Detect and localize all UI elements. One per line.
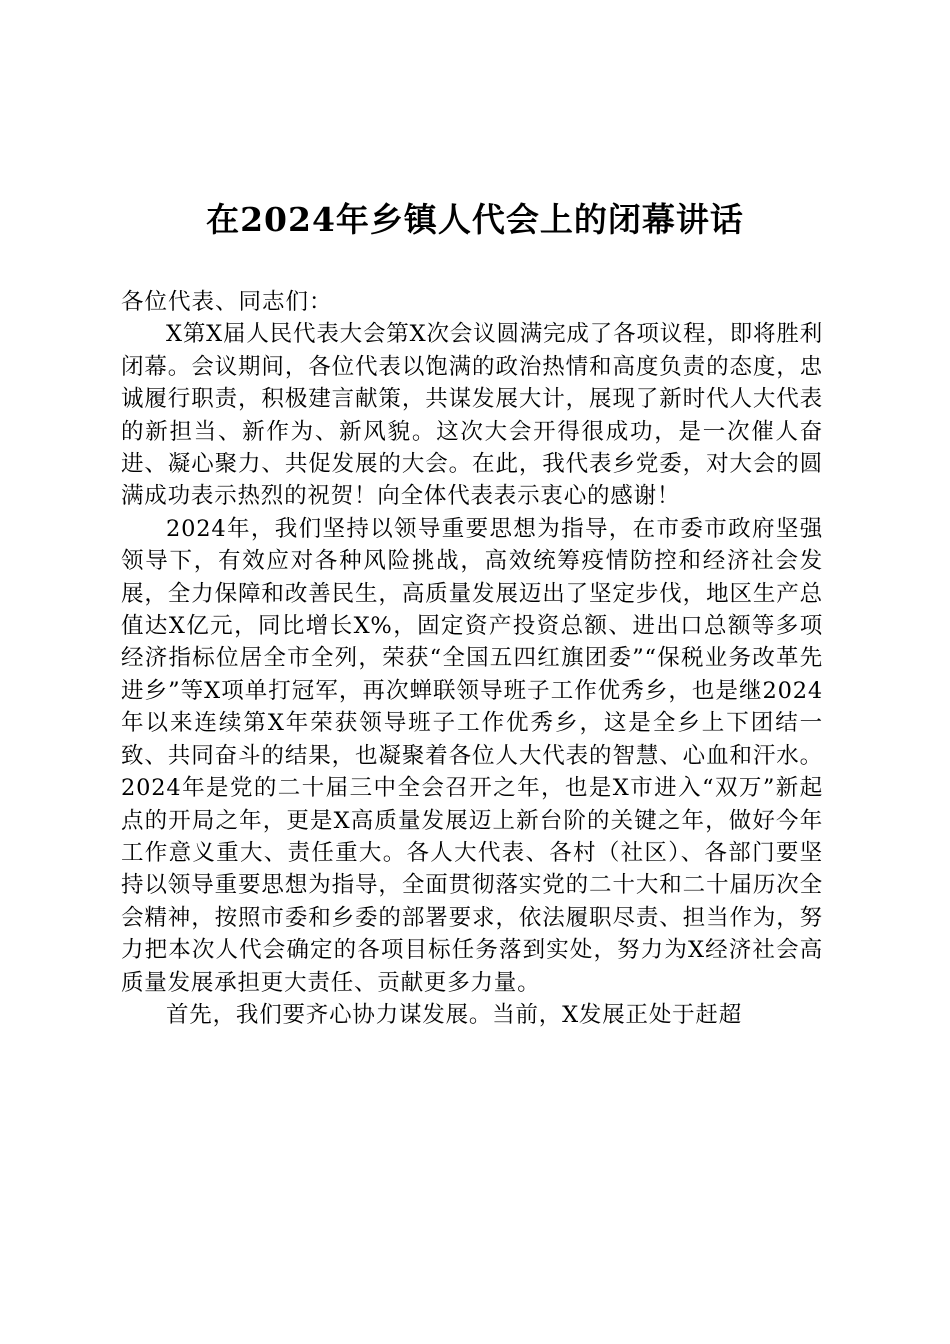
document-title: 在2024年乡镇人代会上的闭幕讲话 bbox=[206, 200, 744, 239]
paragraph-review-2024: 2024年，我们坚持以领导重要思想为指导，在市委市政府坚强领导下，有效应对各种风险挑战，高效统筹疫情防控和经济社会发展，全力保障和改善民生，高质量发展迈出了坚定步伐，地区生产总值达X亿元，同比增长X%，固定资产投资总额、进出口总额等多项经济指标位居全市全列，荣获“全国五四红旗团委”“保税业务改革先进乡”等X项单打冠军，再次蝉联领导班子工作优秀乡，也是继2024年以来连续第X年荣获领导班子工作优秀乡，这是全乡上下团结一致、共同奋斗的结果，也凝聚着各位人大代表的智慧、心血和汗水。2024年是党的二十届三中全会召开之年，也是X市进入“双万”新起点的开局之年，更是X高质量发展迈上新台阶的关键之年，做好今年工作意义重大、责任重大。各人大代表、各村（社区）、各部门要坚持以领导重要思想为指导，全面贯彻落实党的二十大和二十届历次全会精神，按照市委和乡委的部署要求，依法履职尽责、担当作为，努力把本次人代会确定的各项目标任务落到实处，努力为X经济社会高质量发展承担更大责任、贡献更多力量。 bbox=[121, 515, 823, 996]
salutation: 各位代表、同志们： bbox=[121, 289, 333, 315]
paragraph-first-point: 首先，我们要齐心协力谋发展。当前，X发展正处于赶超 bbox=[166, 1001, 743, 1028]
document-body bbox=[121, 286, 823, 1031]
paragraph-opening: X第X届人民代表大会第X次会议圆满完成了各项议程，即将胜利闭幕。会议期间，各位代表以饱满的政治热情和高度负责的态度，忠诚履行职责，积极建言献策，共谋发展大计，展现了新时代人大代表的新担当、新作为、新风貌。这次大会开得很成功，是一次催人奋进、凝心聚力、共促发展的大会。在此，我代表乡党委，对大会的圆满成功表示热烈的祝贺！向全体代表表示衷心的感谢！ bbox=[121, 321, 823, 510]
